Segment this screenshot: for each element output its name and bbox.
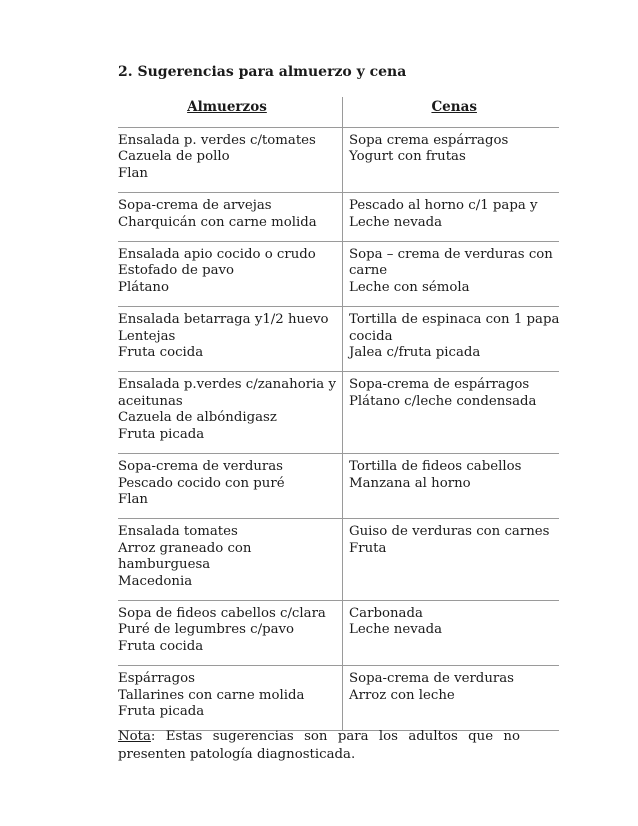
menu-item: Sopa – crema de verduras con: [348, 247, 553, 263]
menu-item: Guiso de verduras con carnes: [348, 524, 550, 540]
menu-item: Ensalada p.verdes c/zanahoria y: [118, 377, 336, 393]
table-row: [118, 666, 559, 731]
dinner-cell: [342, 128, 559, 193]
meal-suggestions-table: [118, 97, 559, 731]
dinner-cell: [342, 372, 559, 454]
column-header-cenas: Cenas: [431, 99, 477, 115]
lunch-cell: [118, 193, 342, 242]
menu-item: Leche nevada: [348, 622, 443, 638]
lunch-cell: [118, 600, 342, 665]
menu-item: Ensalada tomates: [118, 524, 238, 540]
dinner-cell: [342, 454, 559, 519]
dinner-cell: [342, 666, 559, 731]
table-body: [118, 128, 559, 731]
menu-item: Fruta: [348, 540, 387, 556]
menu-item: cocida: [348, 328, 393, 344]
menu-item: Fruta cocida: [118, 638, 204, 654]
menu-item: Sopa crema espárragos: [348, 133, 509, 148]
dinner-cell: [342, 193, 559, 242]
lunch-cell: [118, 307, 342, 372]
menu-item: Ensalada betarraga y1/2 huevo: [118, 312, 329, 328]
table-row: [118, 372, 559, 454]
dinner-cell: [342, 600, 559, 665]
note-text: : Estas sugerencias son para los adultos que no presenten patología diagnosticada.: [118, 729, 520, 762]
menu-item: Sopa-crema de verduras: [118, 459, 284, 475]
note-label: Nota: [118, 729, 151, 744]
menu-item: Cazuela de albóndigasz: [118, 410, 277, 426]
menu-item: Leche con sémola: [348, 279, 470, 295]
menu-item: Espárragos: [118, 671, 195, 687]
menu-item: Jalea c/fruta picada: [348, 345, 481, 361]
menu-item: Carbonada: [348, 605, 423, 621]
lunch-cell: [118, 372, 342, 454]
menu-item: Pescado al horno c/1 papa y: [348, 198, 538, 214]
dinner-cell: [342, 307, 559, 372]
menu-item: Tortilla de espinaca con 1 papa: [348, 312, 560, 328]
menu-item: Flan: [118, 165, 148, 181]
menu-item: Sopa de fideos cabellos c/clara: [118, 605, 326, 621]
menu-item: Tortilla de fideos cabellos: [348, 459, 522, 475]
menu-item: Arroz con leche: [348, 687, 455, 703]
menu-item: Estofado de pavo: [118, 263, 235, 279]
table-header-row: [118, 97, 559, 128]
menu-item: aceitunas: [118, 393, 183, 409]
menu-item: Puré de legumbres c/pavo: [118, 622, 295, 638]
menu-item: Charquicán con carne molida: [118, 214, 317, 230]
menu-item: Plátano c/leche condensada: [348, 393, 537, 409]
table-row: [118, 519, 559, 601]
menu-item: Pescado cocido con puré: [118, 475, 285, 491]
dinner-cell: [342, 519, 559, 601]
menu-item: Cazuela de pollo: [118, 149, 230, 165]
menu-item: Fruta picada: [118, 703, 205, 719]
menu-item: hamburguesa: [118, 557, 211, 573]
menu-item: Macedonia: [118, 573, 193, 589]
menu-item: Plátano: [118, 279, 169, 295]
menu-item: Sopa-crema de arvejas: [118, 198, 272, 214]
menu-item: Fruta cocida: [118, 345, 204, 361]
footnote: [118, 728, 520, 764]
menu-item: Lentejas: [118, 328, 176, 344]
column-header-almuerzos: Almuerzos: [118, 97, 342, 128]
menu-item: Tallarines con carne molida: [118, 687, 305, 703]
menu-item: Leche nevada: [348, 214, 443, 230]
menu-item: Fruta picada: [118, 426, 205, 442]
dinner-cell: [342, 242, 559, 307]
menu-item: Sopa-crema de espárragos: [348, 377, 530, 393]
menu-item: Manzana al horno: [348, 475, 471, 491]
table-row: [118, 193, 559, 242]
lunch-cell: [118, 454, 342, 519]
menu-item: Ensalada p. verdes c/tomates: [118, 133, 316, 148]
menu-item: Ensalada apio cocido o crudo: [118, 247, 316, 263]
lunch-cell: [118, 128, 342, 193]
menu-item: Flan: [118, 491, 148, 507]
table-row: [118, 454, 559, 519]
menu-item: carne: [348, 263, 388, 279]
table-row: [118, 600, 559, 665]
menu-item: Sopa-crema de verduras: [348, 671, 514, 687]
lunch-cell: [118, 666, 342, 731]
table-row: [118, 307, 559, 372]
section-title: 2. Sugerencias para almuerzo y cena: [118, 64, 407, 80]
table-row: [118, 128, 559, 193]
lunch-cell: [118, 242, 342, 307]
menu-item: Yogurt con frutas: [348, 149, 466, 165]
table-row: [118, 242, 559, 307]
lunch-cell: [118, 519, 342, 601]
menu-item: Arroz graneado con: [118, 540, 252, 556]
